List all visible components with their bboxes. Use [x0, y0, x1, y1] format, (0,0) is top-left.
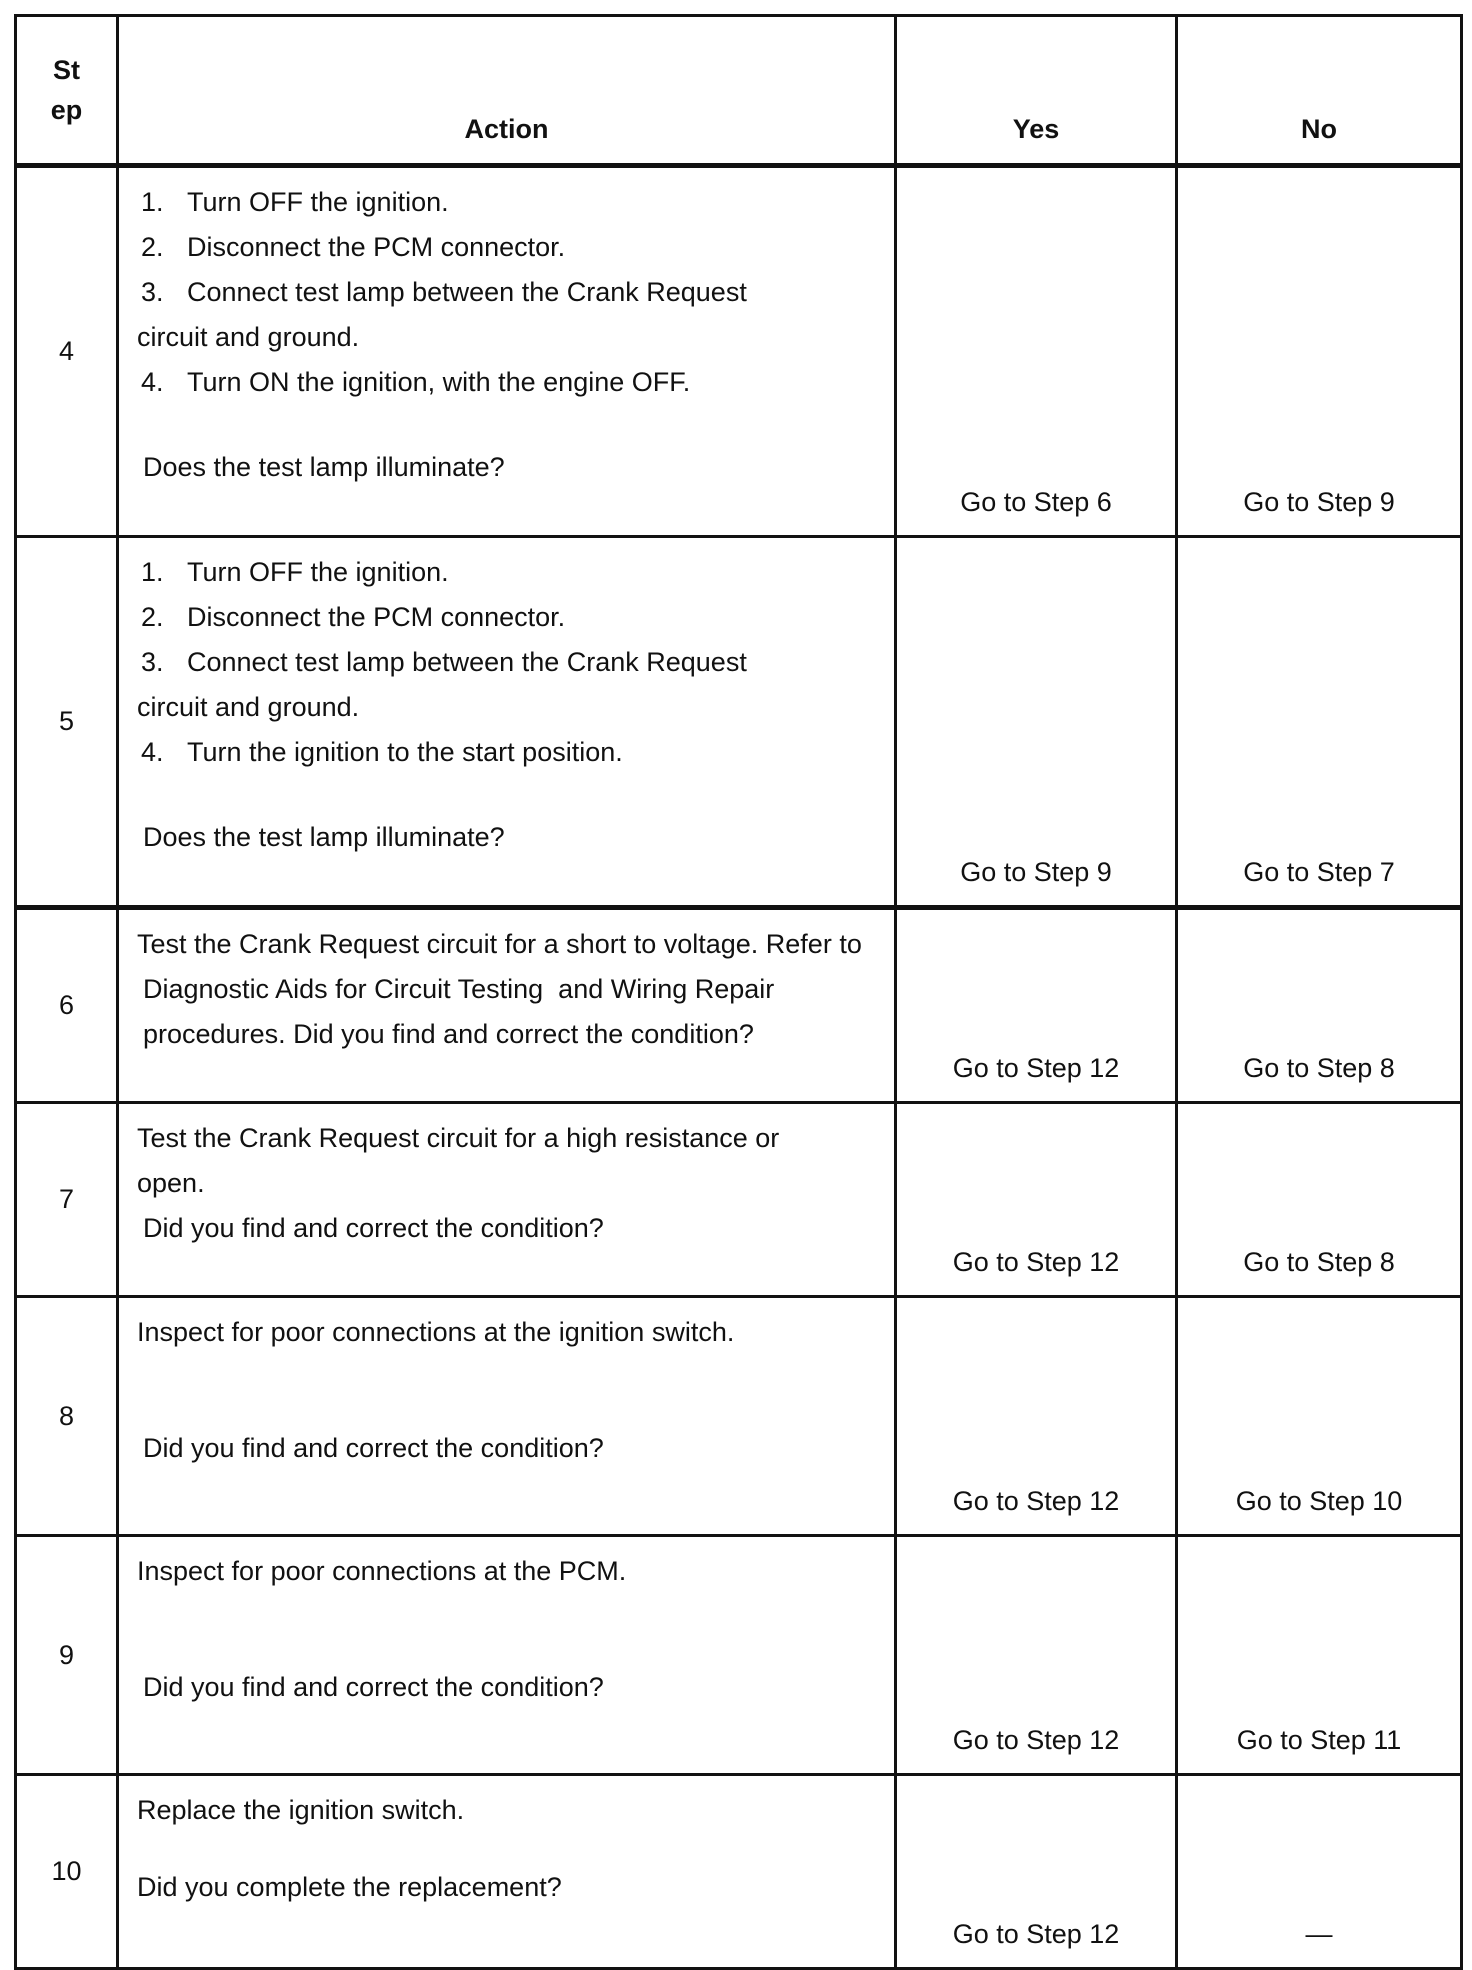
action-question: Did you complete the replacement?	[137, 1872, 562, 1902]
action-line: Test the Crank Request circuit for a high resistance or	[137, 1123, 780, 1153]
item-number: 2.	[141, 232, 164, 262]
item-continuation: circuit and ground.	[137, 322, 360, 352]
yes-result: Go to Step 6	[896, 166, 1177, 537]
action-instruction: Replace the ignition switch.	[137, 1795, 465, 1825]
item-number: 4.	[141, 367, 164, 397]
action-cell	[118, 1297, 896, 1536]
yes-result: Go to Step 12	[896, 1775, 1177, 1969]
header-yes: Yes	[896, 16, 1177, 166]
action-instruction: Inspect for poor connections at the PCM.	[137, 1556, 627, 1586]
step-number: 8	[16, 1297, 118, 1536]
no-result: Go to Step 11	[1177, 1536, 1462, 1775]
item-number: 2.	[141, 602, 164, 632]
action-line: procedures. Did you find and correct the condition?	[143, 1019, 754, 1049]
action-item	[137, 550, 886, 595]
header-no: No	[1177, 16, 1462, 166]
no-result: Go to Step 9	[1177, 166, 1462, 537]
action-cell	[118, 166, 896, 537]
yes-result: Go to Step 12	[896, 1536, 1177, 1775]
table-row-step-9	[16, 1536, 1462, 1775]
header-action: Action	[118, 16, 896, 166]
action-question: Does the test lamp illuminate?	[143, 822, 505, 852]
item-number: 1.	[141, 187, 164, 217]
action-item	[137, 225, 886, 270]
header-step-line2: ep	[50, 95, 83, 125]
item-text: Disconnect the PCM connector.	[187, 232, 566, 262]
table-row-step-7	[16, 1103, 1462, 1297]
yes-result: Go to Step 12	[896, 1103, 1177, 1297]
table-row-step-10	[16, 1775, 1462, 1969]
action-instruction: Inspect for poor connections at the ignition switch.	[137, 1317, 735, 1347]
item-text: Disconnect the PCM connector.	[187, 602, 566, 632]
action-question: Did you find and correct the condition?	[143, 1433, 604, 1463]
item-number: 3.	[141, 647, 164, 677]
table-row-step-8	[16, 1297, 1462, 1536]
item-text: Turn the ignition to the start position.	[187, 737, 623, 767]
action-line: open.	[137, 1168, 205, 1198]
item-text: Connect test lamp between the Crank Request	[187, 647, 747, 677]
yes-result: Go to Step 12	[896, 1297, 1177, 1536]
action-cell	[118, 537, 896, 908]
item-number: 4.	[141, 737, 164, 767]
step-number: 4	[16, 166, 118, 537]
item-text: Turn ON the ignition, with the engine OFF.	[187, 367, 691, 397]
no-result: Go to Step 10	[1177, 1297, 1462, 1536]
step-number: 10	[16, 1775, 118, 1969]
no-result: Go to Step 8	[1177, 908, 1462, 1103]
action-item	[137, 730, 886, 775]
action-item	[137, 360, 886, 405]
step-number: 5	[16, 537, 118, 908]
action-line: Diagnostic Aids for Circuit Testing and Wiring Repair	[143, 974, 775, 1004]
action-question: Does the test lamp illuminate?	[143, 452, 505, 482]
action-question: Did you find and correct the condition?	[143, 1672, 604, 1702]
action-cell	[118, 1536, 896, 1775]
action-cell	[118, 1775, 896, 1969]
action-line: Test the Crank Request circuit for a short to voltage. Refer to	[137, 929, 862, 959]
header-step-line1: St	[53, 55, 80, 85]
table-row-step-5	[16, 537, 1462, 908]
action-line: Did you find and correct the condition?	[143, 1213, 604, 1243]
step-number: 6	[16, 908, 118, 1103]
diagnostic-steps-table	[14, 14, 1463, 1970]
header-step	[16, 16, 118, 166]
diagnostic-table-container	[14, 14, 1460, 1970]
table-row-step-4	[16, 166, 1462, 537]
item-text: Turn OFF the ignition.	[187, 557, 449, 587]
action-item	[137, 270, 886, 315]
action-item	[137, 595, 886, 640]
action-item	[137, 640, 886, 685]
action-cell	[118, 1103, 896, 1297]
no-result: Go to Step 7	[1177, 537, 1462, 908]
item-number: 1.	[141, 557, 164, 587]
action-cell	[118, 908, 896, 1103]
table-header-row	[16, 16, 1462, 166]
no-result: —	[1177, 1775, 1462, 1969]
yes-result: Go to Step 12	[896, 908, 1177, 1103]
yes-result: Go to Step 9	[896, 537, 1177, 908]
item-number: 3.	[141, 277, 164, 307]
no-result: Go to Step 8	[1177, 1103, 1462, 1297]
item-continuation: circuit and ground.	[137, 692, 360, 722]
item-text: Connect test lamp between the Crank Request	[187, 277, 747, 307]
action-item	[137, 180, 886, 225]
table-row-step-6	[16, 908, 1462, 1103]
step-number: 7	[16, 1103, 118, 1297]
item-text: Turn OFF the ignition.	[187, 187, 449, 217]
step-number: 9	[16, 1536, 118, 1775]
